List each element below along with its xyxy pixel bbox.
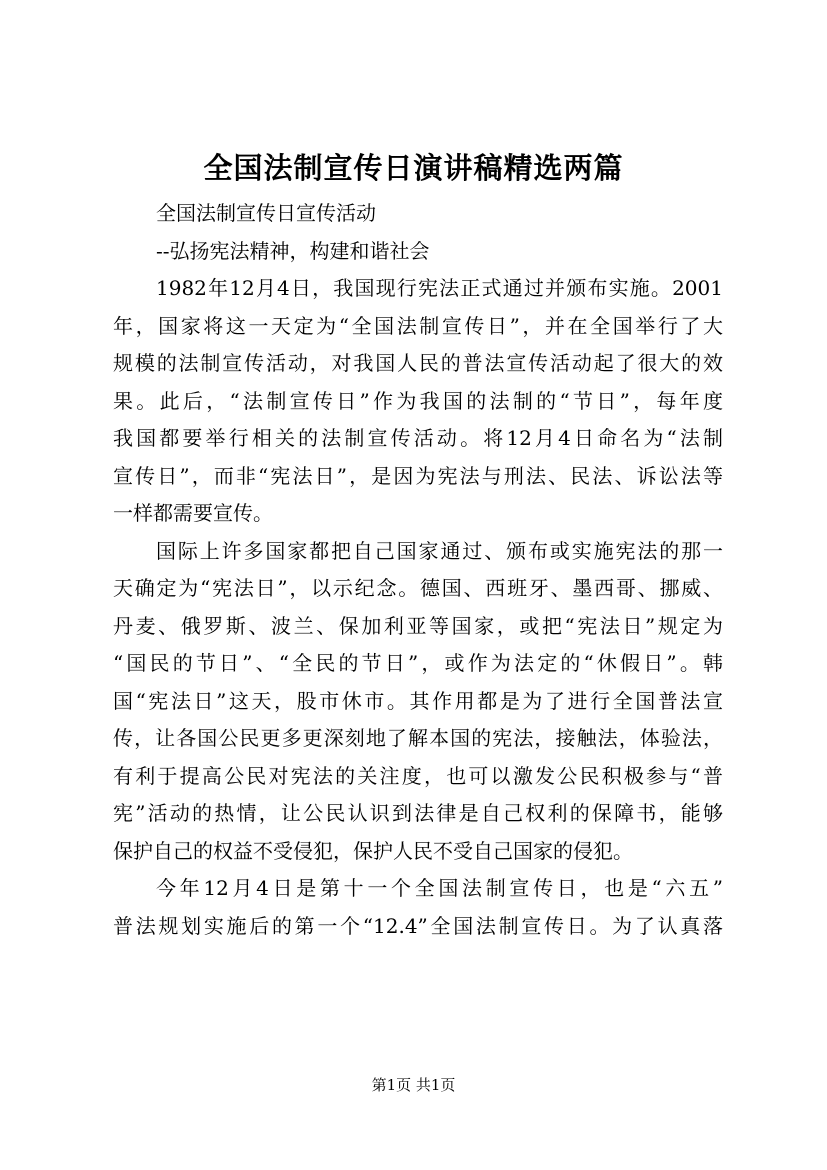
- text-line: 国际上许多国家都把自己国家通过、颁布或实施宪法的那一: [156, 538, 723, 563]
- text-line: 普法规划实施后的第一个“12.4”全国法制宣传日。为了认真落: [113, 913, 723, 938]
- text-line: 天确定为“宪法日”，以示纪念。德国、西班牙、墨西哥、挪威、: [113, 576, 723, 600]
- text-line: 我国都要举行相关的法制宣传活动。将12月4日命名为“法制: [113, 426, 723, 450]
- text-line: 规模的法制宣传活动，对我国人民的普法宣传活动起了很大的效: [113, 351, 723, 375]
- text-line: 保护自己的权益不受侵犯，保护人民不受自己国家的侵犯。: [113, 838, 633, 863]
- text-line: 传，让各国公民更多更深刻地了解本国的宪法，接触法，体验法，: [113, 726, 723, 750]
- text-line: 国“宪法日”这天，股市休市。其作用都是为了进行全国普法宣: [113, 688, 723, 713]
- text-line: 年，国家将这一天定为“全国法制宣传日”，并在全国举行了大: [113, 313, 723, 338]
- page-footer: 第1页 共1页: [371, 1076, 456, 1094]
- text-line: 宪”活动的热情，让公民认识到法律是自己权利的保障书，能够: [113, 801, 723, 825]
- text-line: --弘扬宪法精神，构建和谐社会: [156, 238, 430, 263]
- text-line: 全国法制宣传日宣传活动: [156, 201, 376, 225]
- text-line: 有利于提高公民对宪法的关注度，也可以激发公民积极参与“普: [113, 763, 723, 788]
- text-line: 果。此后，“法制宣传日”作为我国的法制的“节日”，每年度: [113, 388, 723, 413]
- text-line: 一样都需要宣传。: [113, 501, 273, 525]
- document-body: [113, 195, 723, 945]
- text-line: 丹麦、俄罗斯、波兰、保加利亚等国家，或把“宪法日”规定为: [113, 613, 723, 638]
- document-title: 全国法制宣传日演讲稿精选两篇: [203, 151, 624, 185]
- text-line: “国民的节日”、“全民的节日”，或作为法定的“休假日”。韩: [113, 651, 723, 675]
- text-line: 宣传日”，而非“宪法日”，是因为宪法与刑法、民法、诉讼法等: [113, 463, 723, 488]
- text-line: 今年12月4日是第十一个全国法制宣传日，也是“六五”: [156, 876, 723, 900]
- text-line: 1982年12月4日，我国现行宪法正式通过并颁布实施。2001: [156, 276, 723, 300]
